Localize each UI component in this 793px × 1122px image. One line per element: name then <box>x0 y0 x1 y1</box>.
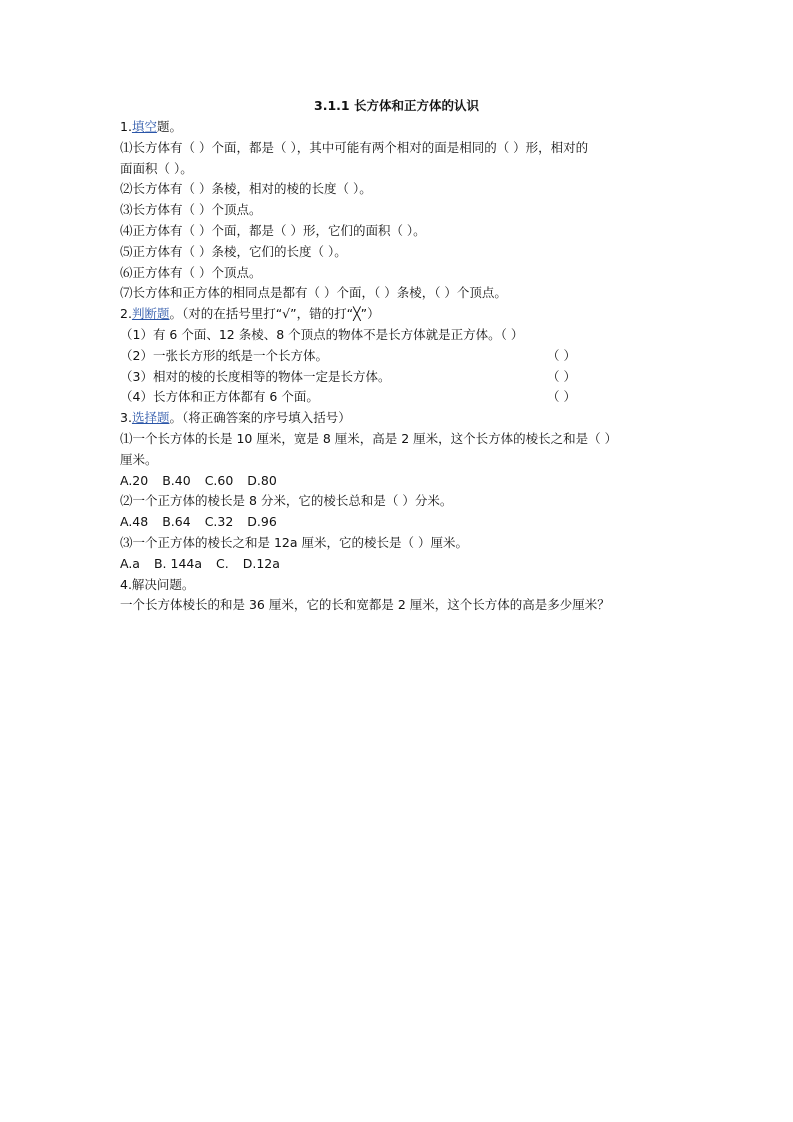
section-4-heading: 4.解决问题。 <box>120 576 195 592</box>
true-false-item <box>120 325 680 346</box>
question-3-3: ⑶一个正方体的棱长之和是 12a 厘米，它的棱长是（ ）厘米。 <box>120 534 468 550</box>
option-a: A.20 <box>120 472 149 488</box>
option-c: C.60 <box>204 472 234 488</box>
worksheet-content <box>120 117 680 616</box>
true-false-link[interactable]: 判断题 <box>131 306 170 322</box>
answer-parentheses: （ ） <box>547 389 576 405</box>
option-d: D.12a <box>242 555 280 571</box>
true-false-text: （2）一张长方形的纸是一个长方体。 <box>120 347 328 363</box>
section-1-heading <box>120 117 680 138</box>
section-2-number: 2. <box>120 306 132 322</box>
question-1-1-line-2: 面面积（ ）。 <box>120 160 193 176</box>
question-1-6: ⑹正方体有（ ）个顶点。 <box>120 264 262 280</box>
question-1-2: ⑵长方体有（ ）条棱，相对的棱的长度（ ）。 <box>120 181 372 197</box>
fill-blank-link[interactable]: 填空 <box>131 119 157 134</box>
section-3-number: 3. <box>120 410 132 426</box>
true-false-text: （3）相对的棱的长度相等的物体一定是长方体。 <box>120 368 391 384</box>
question-3-2: ⑵一个正方体的棱长是 8 分米，它的棱长总和是（ ）分米。 <box>120 493 453 509</box>
option-a: A.a <box>120 555 140 571</box>
question-3-1-line-1: ⑴一个长方体的长是 10 厘米，宽是 8 厘米，高是 2 厘米，这个长方体的棱长之和是（ ） <box>120 430 618 446</box>
option-c: C. <box>216 555 229 571</box>
question-1-1-line-1: ⑴长方体有（ ）个面，都是（ ），其中可能有两个相对的面是相同的（ ）形，相对的 <box>120 139 589 155</box>
page-title: 3.1.1 长方体和正方体的认识 <box>314 98 479 113</box>
question-1-7: ⑺长方体和正方体的相同点是都有（ ）个面，（ ）条棱，（ ）个顶点。 <box>120 285 507 301</box>
section-2-heading-rest: 。（对的在括号里打“√”，错的打“╳”） <box>169 306 380 322</box>
question-3-2-options <box>120 512 680 533</box>
true-false-item <box>120 387 680 408</box>
section-2-heading <box>120 304 680 325</box>
question-1-5: ⑸正方体有（ ）条棱，它们的长度（ ）。 <box>120 243 347 259</box>
option-b: B. 144a <box>153 555 203 571</box>
question-3-1-options <box>120 471 680 492</box>
question-1-3: ⑶长方体有（ ）个顶点。 <box>120 202 262 218</box>
section-1-heading-rest: 题。 <box>156 119 182 134</box>
option-c: C.32 <box>204 514 234 530</box>
true-false-item <box>120 367 680 388</box>
option-b: B.64 <box>162 514 191 530</box>
word-problem: 一个长方体棱长的和是 36 厘米，它的长和宽都是 2 厘米，这个长方体的高是多少厘米？ <box>120 597 610 613</box>
option-d: D.96 <box>247 514 277 530</box>
option-a: A.48 <box>120 514 149 530</box>
option-b: B.40 <box>162 472 191 488</box>
question-3-3-options <box>120 554 680 575</box>
section-1-number: 1. <box>120 119 132 134</box>
true-false-text: （1）有 6 个面、12 条棱、8 个顶点的物体不是长方体就是正方体。（ ） <box>120 326 524 342</box>
true-false-text: （4）长方体和正方体都有 6 个面。 <box>120 389 319 405</box>
question-3-1-line-2: 厘米。 <box>120 451 158 467</box>
multiple-choice-link[interactable]: 选择题 <box>131 410 170 426</box>
answer-parentheses: （ ） <box>547 347 576 363</box>
question-1-4: ⑷正方体有（ ）个面，都是（ ）形，它们的面积（ ）。 <box>120 222 426 238</box>
answer-parentheses: （ ） <box>547 368 576 384</box>
section-3-heading-rest: 。（将正确答案的序号填入括号） <box>169 410 351 426</box>
option-d: D.80 <box>247 472 277 488</box>
true-false-item <box>120 346 680 367</box>
section-3-heading <box>120 408 680 429</box>
